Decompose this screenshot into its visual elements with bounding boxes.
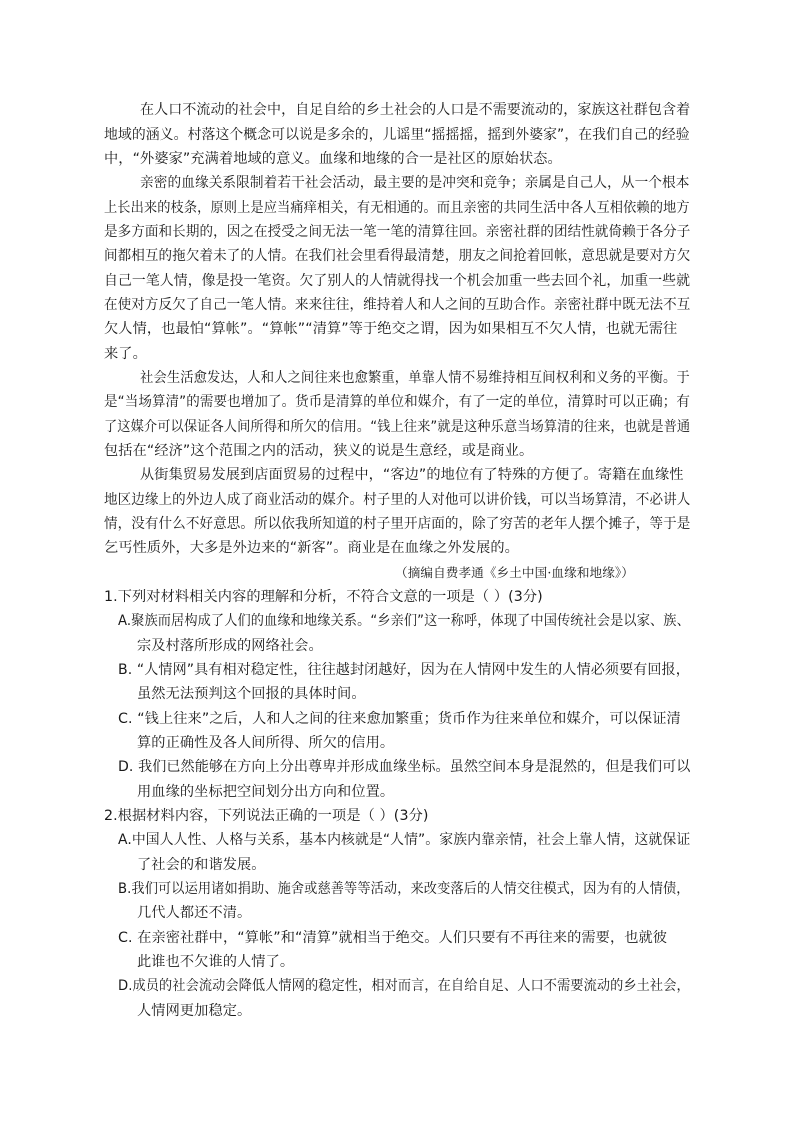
q1-option-d: D. 我们已然能够在方向上分出尊卑并形成血缘坐标。虽然空间本身是混然的，但是我们可以	[118, 759, 691, 775]
q2-option-b-cont: 几代人都还不清。	[137, 905, 252, 921]
passage-line: 了这媒介可以保证各人间所得和所欠的信用。“钱上往来”就是这种乐意当场算清的往来，也就是普通	[104, 419, 691, 435]
q2-option-c-cont: 此谁也不欠谁的人情了。	[137, 954, 295, 970]
q2-option-d-cont: 人情网更加稳定。	[137, 1003, 252, 1019]
q2-option-a: A.中国人人性、人格与关系，基本内核就是“人情”。家族内靠亲情，社会上靠人情，这就保证	[118, 832, 691, 848]
source-citation: （摘编自费孝通《乡土中国·血缘和地缘》）	[395, 565, 634, 580]
passage-line: 亲密的血缘关系限制着若干社会活动，最主要的是冲突和竞争；亲属是自己人，从一个根本	[140, 175, 690, 191]
passage-line: 地域的涵义。村落这个概念可以说是多余的，儿谣里“摇摇摇，摇到外婆家”，在我们自己的经验	[104, 127, 690, 143]
passage-line: 在人口不流动的社会中，自足自给的乡土社会的人口是不需要流动的，家族这社群包含着	[140, 102, 691, 118]
q1-option-b: B. “人情网”具有相对稳定性，往往越封闭越好，因为在人情网中发生的人情必须要有回报，	[118, 662, 690, 678]
passage-line: 是“当场算清”的需要也增加了。货币是清算的单位和媒介，有了一定的单位，清算时可以正确；有	[104, 394, 690, 410]
passage-line: 从街集贸易发展到店面贸易的过程中，“客边”的地位有了特殊的方便了。寄籍在血缘性	[140, 467, 684, 483]
q1-option-a-cont: 宗及村落所形成的网络社会。	[137, 638, 323, 654]
passage-line: 在使对方反欠了自己一笔人情。来来往往，维持着人和人之间的互助合作。亲密社群中既无法不互	[104, 297, 691, 313]
passage-line: 乞丐性质外，大多是外边来的“新客”。商业是在血缘之外发展的。	[104, 540, 519, 556]
question-1-stem: 1.下列对材料相关内容的理解和分析，不符合文意的一项是（ ）(3分)	[104, 589, 543, 605]
q1-option-c-cont: 算的正确性及各人间所得、所欠的信用。	[137, 735, 395, 751]
q1-option-b-cont: 虽然无法预判这个回报的具体时间。	[137, 686, 366, 702]
passage-line: 自己一笔人情，像是投一笔资。欠了别人的人情就得找一个机会加重一些去回个礼，加重一些就	[104, 273, 691, 289]
q2-option-b: B.我们可以运用诸如捐助、施舍或慈善等等活动，来改变落后的人情交往模式，因为有的人情债，	[118, 881, 690, 897]
passage-line: 中，“外婆家”充满着地域的意义。血缘和地缘的合一是社区的原始状态。	[104, 151, 562, 167]
passage-line: 包括在“经济”这个范围之内的活动，狭义的说是生意经，或是商业。	[104, 443, 534, 459]
passage-line: 社会生活愈发达，人和人之间往来也愈繁重，单靠人情不易维持相互间权利和义务的平衡。于	[140, 370, 690, 386]
q1-option-d-cont: 用血缘的坐标把空间划分出方向和位置。	[137, 784, 395, 800]
passage-line: 间都相互的拖欠着未了的人情。在我们社会里看得最清楚，朋友之间抢着回帐，意思就是要对方欠	[104, 248, 691, 264]
q2-option-a-cont: 了社会的和谐发展。	[137, 857, 266, 873]
q2-option-c: C. 在亲密社群中，“算帐”和“清算”就相当于绝交。人们只要有不再往来的需要，也就彼	[118, 930, 668, 946]
passage-line: 情，没有什么不好意思。所以依我所知道的村子里开店面的，除了穷苦的老年人摆个摊子，等于是	[104, 516, 691, 532]
question-2-stem: 2.根据材料内容，下列说法正确的一项是（ ）(3分)	[104, 808, 429, 824]
q1-option-c: C. “钱上往来”之后，人和人之间的往来愈加繁重；货币作为往来单位和媒介，可以保证清	[118, 711, 681, 727]
passage-line: 上长出来的枝条，原则上是应当痛痒相关，有无相通的。而且亲密的共同生活中各人互相依赖的地方	[104, 200, 690, 216]
passage-line: 欠人情，也最怕“算帐”。“算帐”“清算”等于绝交之谓，因为如果相互不欠人情，也就无需往	[104, 321, 678, 337]
passage-line: 地区边缘上的外边人成了商业活动的媒介。村子里的人对他可以讲价钱，可以当场算清，不必讲人	[104, 492, 691, 508]
passage-line: 来了。	[104, 346, 147, 362]
q2-option-d: D.成员的社会流动会降低人情网的稳定性，相对而言，在自给自足、人口不需要流动的乡土社会，	[118, 978, 690, 994]
q1-option-a: A.聚族而居构成了人们的血缘和地缘关系。“乡亲们”这一称呼，体现了中国传统社会是以家、族、	[118, 613, 690, 629]
passage-line: 是多方面和长期的，因之在授受之间无法一笔一笔的清算往回。亲密社群的团结性就倚赖于各分子	[104, 224, 691, 240]
